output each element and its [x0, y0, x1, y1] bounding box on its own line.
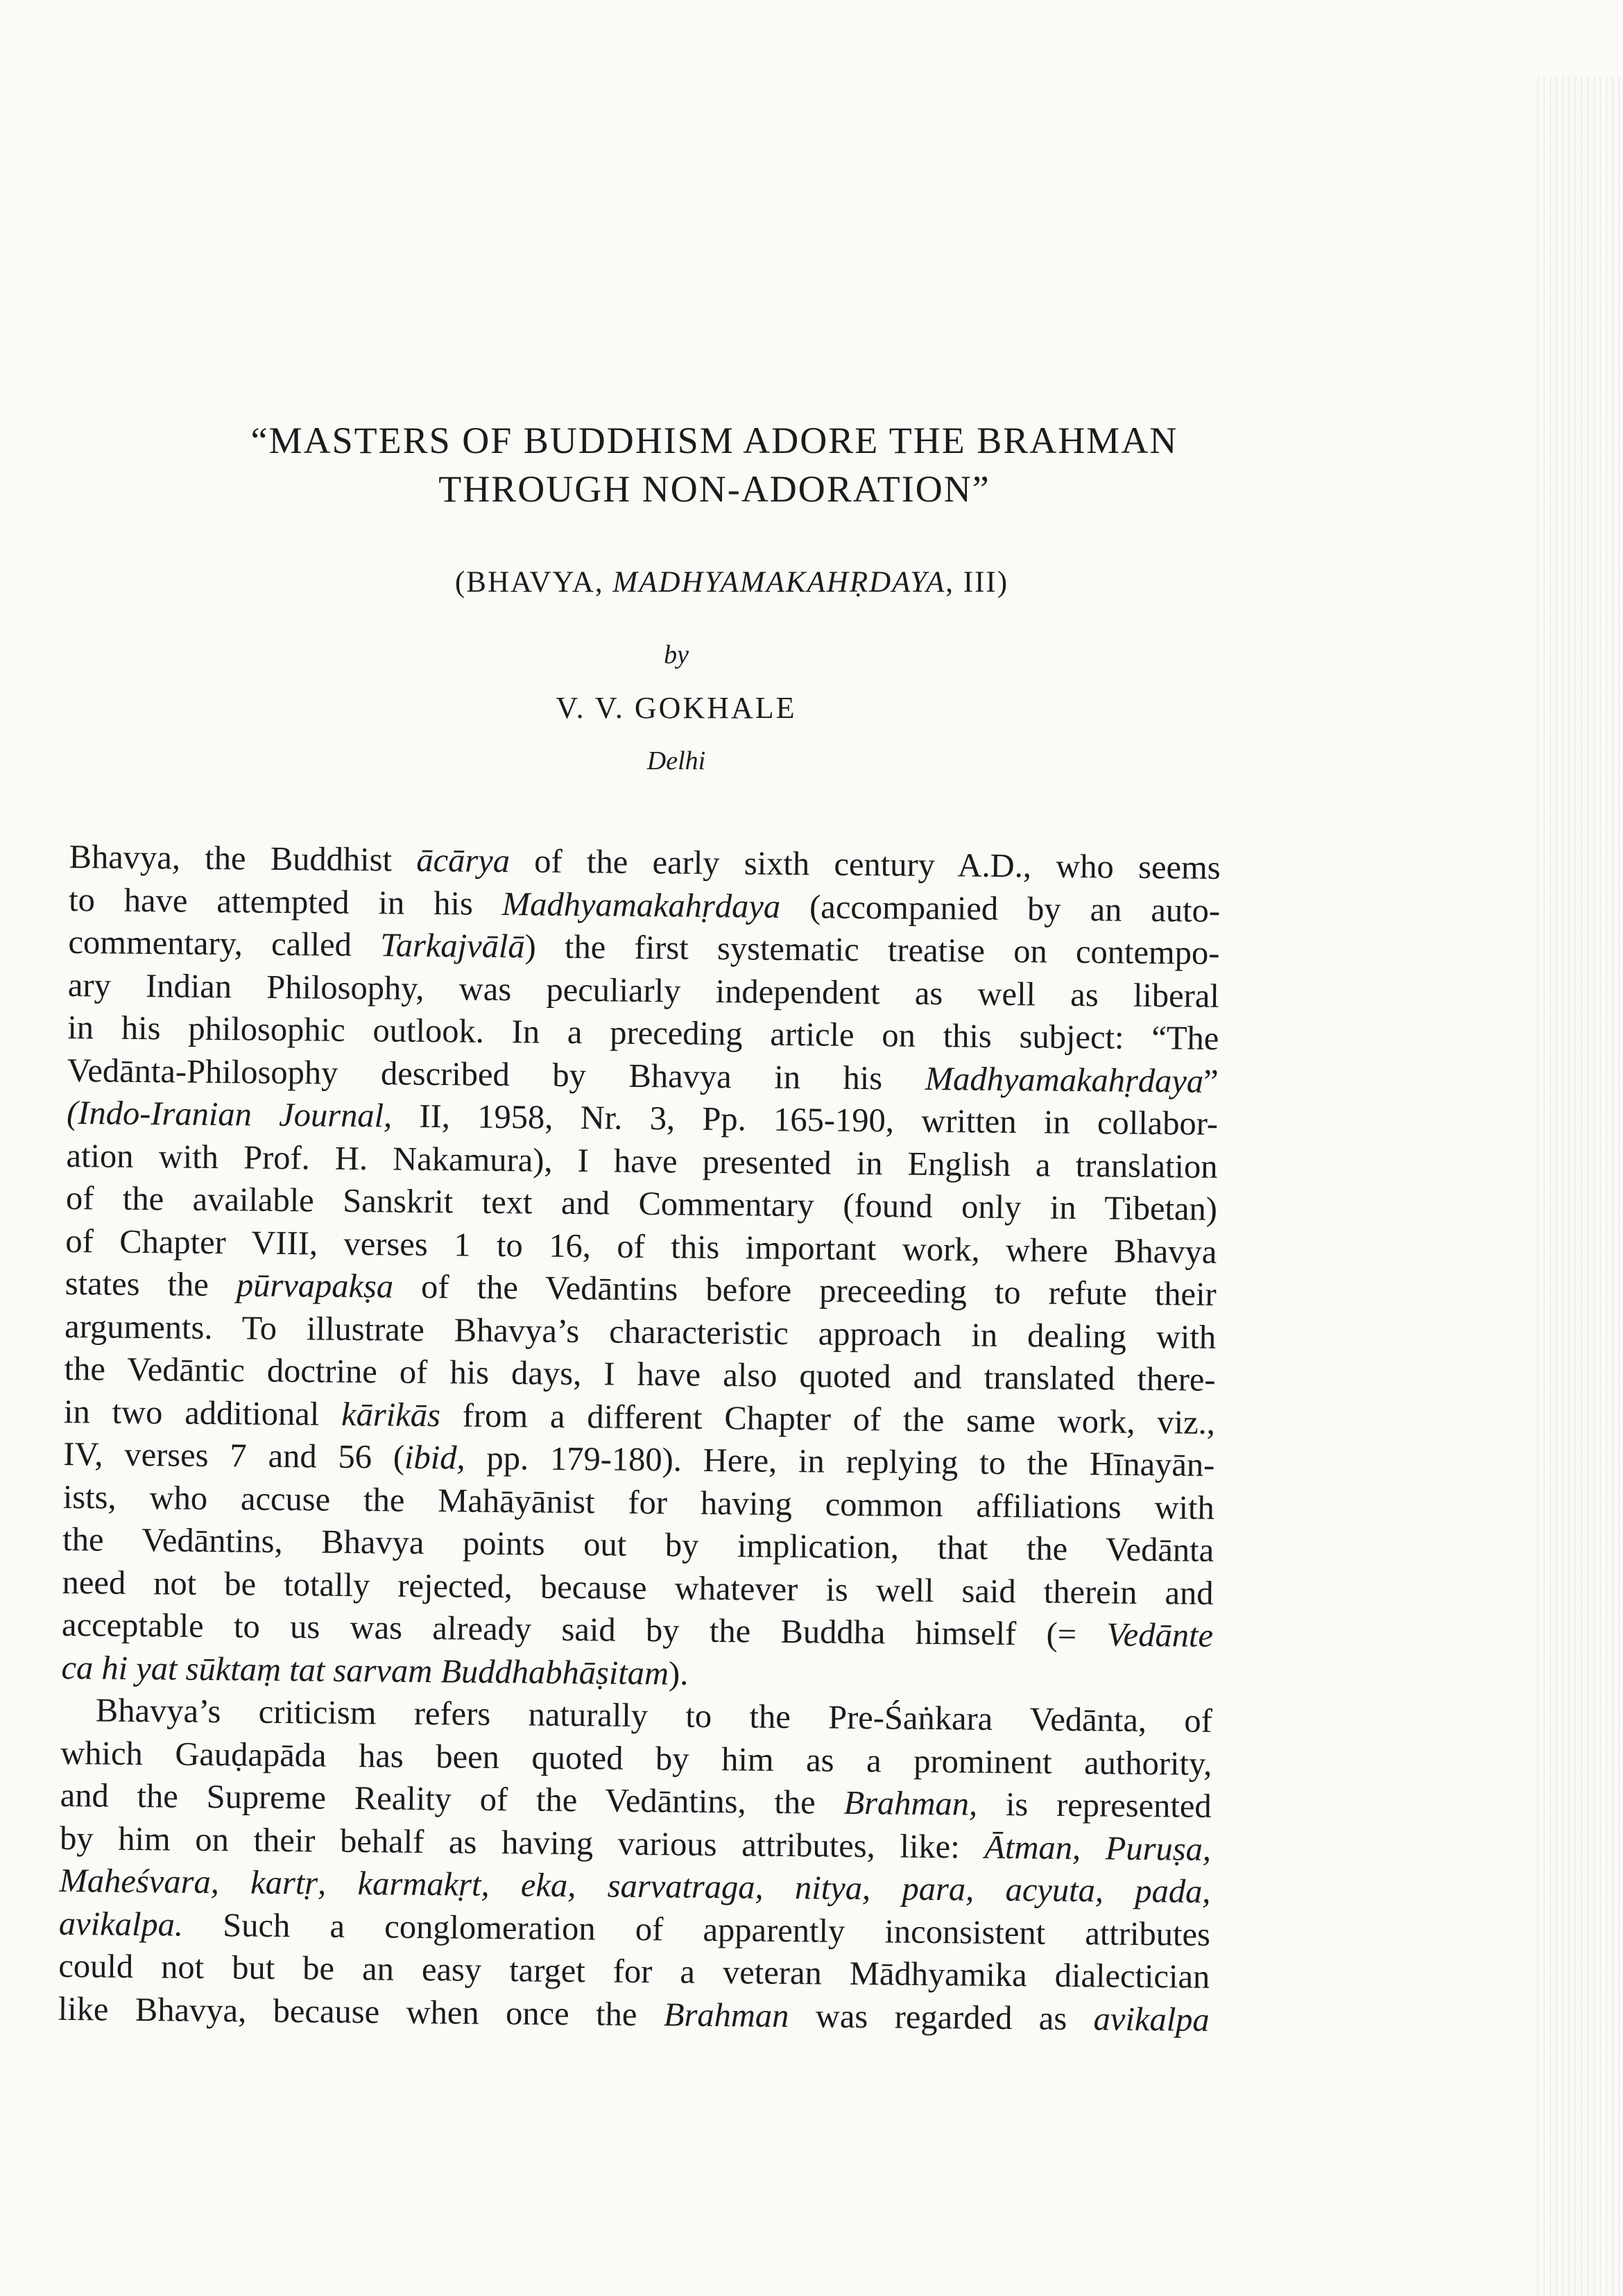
text-line: Bhavya’s criticism refers naturally to the Pre-Śaṅkara Vedānta, of: [95, 1692, 1213, 1740]
byline: by: [664, 640, 689, 669]
subtitle-close: , III): [945, 566, 1009, 599]
text-span: commentary, called: [68, 923, 381, 964]
italic-span: ca hi yat sūktaṃ tat sarvam Buddhabhāṣitam: [61, 1649, 669, 1692]
subtitle-work: MADHYAMAKAHṚDAYA: [612, 566, 946, 599]
author-place: Delhi: [646, 746, 706, 776]
text-span: Vedānta-Philosophy described by Bhavya in his: [67, 1052, 926, 1097]
text-span: pp. 179-180). Here, in replying to the Hīnayān-: [465, 1439, 1215, 1484]
text-span: of the early sixth century A.D., who seems: [509, 843, 1221, 886]
text-span: ”: [1203, 1063, 1219, 1100]
text-line: need not be totally rejected, because whatever is well said therein and: [62, 1563, 1214, 1612]
author-name: V. V. GOKHALE: [556, 691, 797, 725]
text-line: of the available Sanskrit text and Commentary (found only in Tibetan): [65, 1179, 1218, 1228]
text-line: which Gauḍapāda has been quoted by him as a prominent authority,: [60, 1734, 1212, 1783]
text-span: from a different Chapter of the same work, viz.,: [440, 1396, 1216, 1441]
italic-span: Maheśvara, kartṛ, karmakṛt, eka, sarvatraga, nitya, para, acyuta, pada,: [59, 1862, 1211, 1910]
text-span: ).: [668, 1654, 689, 1693]
text-span: Bhavya, the Buddhist: [69, 838, 417, 879]
text-span: of the Vedāntins before preceeding to refute their: [393, 1268, 1217, 1313]
text-span: IV, verses 7 and 56 (: [63, 1435, 405, 1476]
italic-span: kārikās: [341, 1396, 441, 1434]
italic-span: avikalpa.: [58, 1905, 184, 1944]
text-span: acceptable to us was already said by the Buddha himself (=: [61, 1606, 1107, 1654]
italic-span: (Indo-Iranian Journal,: [66, 1094, 393, 1135]
text-span: in two additional: [63, 1393, 342, 1433]
text-line: the Vedāntic doctrine of his days, I have also quoted and translated there-: [64, 1350, 1216, 1398]
text-span: II, 1958, Nr. 3, Pp. 165-190, written in collabor-: [391, 1097, 1219, 1142]
italic-span: Vedānte: [1106, 1616, 1214, 1654]
text-line: ary Indian Philosophy, was peculiarly independent as well as liberal: [67, 966, 1220, 1015]
text-span: like Bhavya, because when once the: [58, 1990, 664, 2033]
paragraph-1: [61, 836, 1221, 1700]
title-line-2: THROUGH NON-ADORATION”: [438, 468, 990, 510]
text-line: the Vedāntins, Bhavya points out by implication, that the Vedānta: [62, 1520, 1214, 1569]
text-span: to have attempted in his: [68, 881, 503, 923]
text-line: ation with Prof. H. Nakamura), I have presented in English a translation: [66, 1137, 1218, 1185]
article-title: [160, 416, 1269, 513]
text-line: could not but be an easy target for a veteran Mādhyamika dialectician: [58, 1947, 1210, 1996]
text-line: arguments. To illustrate Bhavya’s characteristic approach in dealing with: [64, 1308, 1217, 1356]
italic-span: ācārya: [416, 841, 510, 880]
subtitle-open: (BHAVYA,: [454, 566, 613, 599]
italic-span: avikalpa: [1093, 2000, 1210, 2039]
italic-span: pūrvapakṣa: [236, 1267, 394, 1305]
italic-span: Madhyamakahṛdaya: [925, 1060, 1204, 1100]
italic-span: Tarkajvālā: [379, 927, 525, 966]
text-span: by him on their behalf as having various attributes, like:: [59, 1819, 985, 1866]
italic-span: Brahman,: [843, 1784, 978, 1823]
italic-span: Ātman, Puruṣa,: [984, 1828, 1212, 1868]
italic-span: ibid,: [404, 1439, 465, 1477]
paragraph-2: [58, 1689, 1212, 2041]
italic-span: Madhyamakahṛdaya: [501, 885, 781, 925]
text-line: ists, who accuse the Mahāyānist for having common affiliations with: [62, 1478, 1215, 1527]
scan-page-edge: [1533, 76, 1623, 2296]
article-body: [58, 836, 1220, 2041]
italic-span: Brahman: [663, 1996, 789, 2034]
text-span: and the Supreme Reality of the Vedāntins, the: [60, 1776, 844, 1822]
text-span: states the: [65, 1265, 237, 1304]
text-span: was regarded as: [789, 1997, 1094, 2037]
title-line-1: “MASTERS OF BUDDHISM ADORE THE BRAHMAN: [250, 420, 1178, 461]
article-subtitle: [333, 565, 1131, 599]
text-span: is represented: [977, 1785, 1212, 1825]
text-line: of Chapter VIII, verses 1 to 16, of this important work, where Bhavya: [65, 1222, 1217, 1271]
text-line: in his philosophic outlook. In a preceding article on this subject: “The: [67, 1009, 1219, 1057]
text-span: ) the first systematic treatise on contempo-: [524, 928, 1220, 972]
text-span: Such a conglomeration of apparently inconsistent attributes: [182, 1906, 1211, 1953]
text-span: (accompanied by an auto-: [780, 888, 1221, 929]
